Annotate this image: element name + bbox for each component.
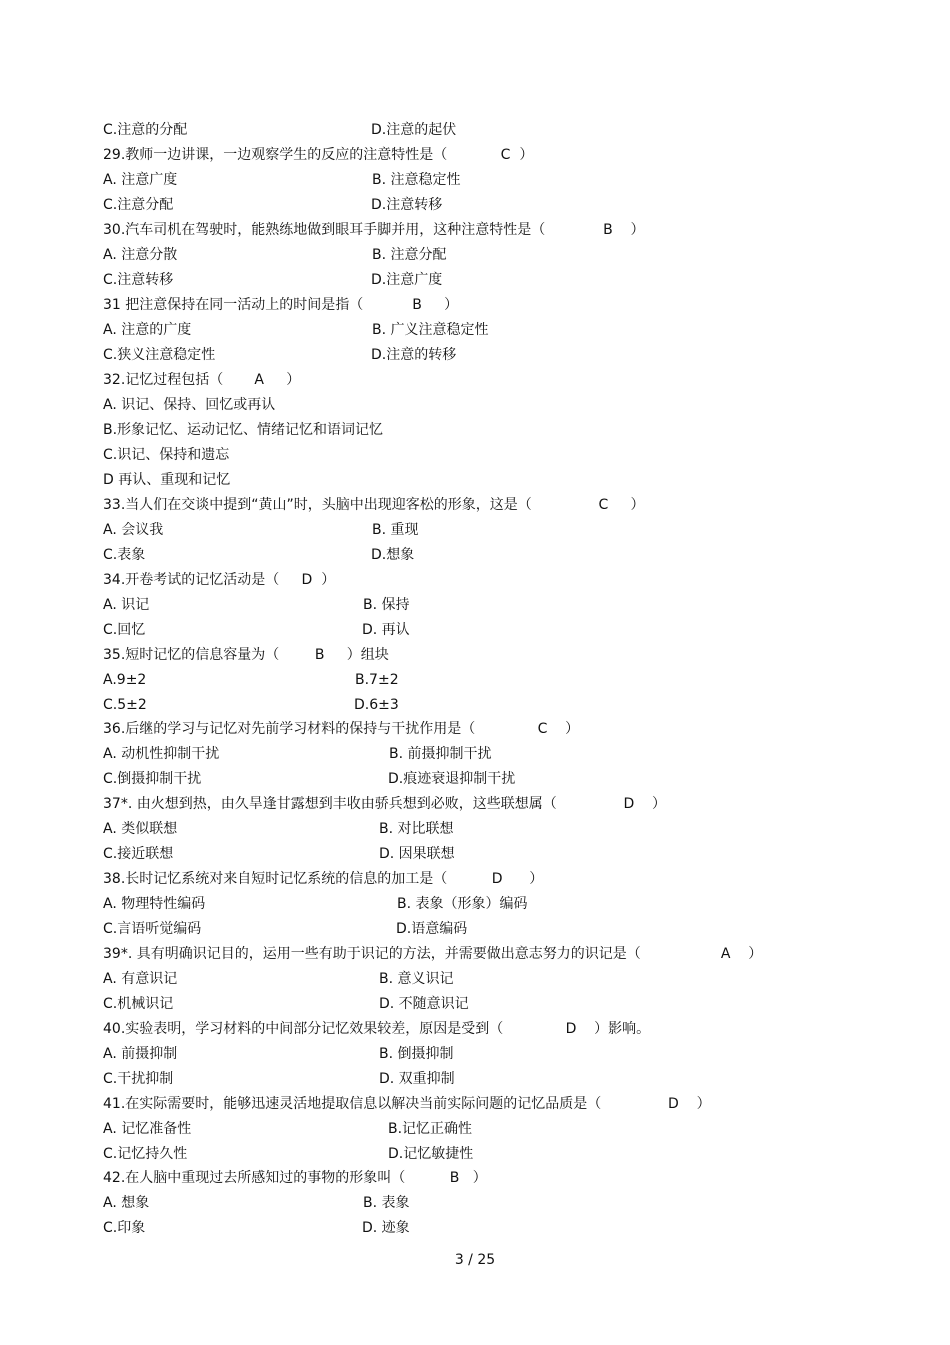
option-text: A. 想象 (103, 1195, 150, 1211)
option-text: C.注意的分配 (103, 122, 188, 138)
option-text: C.记忆持久性 (103, 1146, 188, 1162)
option-text: A. 动机性抑制干扰 (103, 746, 220, 762)
option-text: A. 识记 (103, 597, 150, 613)
option-text: D.记忆敏捷性 (388, 1146, 474, 1162)
option-text: A. 物理特性编码 (103, 896, 206, 912)
question-line: 29.教师一边讲课，一边观察学生的反应的注意特性是（ C ） (103, 147, 534, 163)
question-line: 30.汽车司机在驾驶时，能熟练地做到眼耳手脚并用，这种注意特性是（ B ） (103, 222, 645, 238)
question-line: 32.记忆过程包括（ A ） (103, 372, 301, 388)
option-text: B. 意义识记 (379, 971, 454, 987)
option-text: D. 再认 (362, 622, 410, 638)
option-text: D. 因果联想 (379, 846, 455, 862)
option-text: B. 倒摄抑制 (379, 1046, 454, 1062)
option-text: A. 注意的广度 (103, 322, 192, 338)
option-text: C.接近联想 (103, 846, 174, 862)
question-line: 34.开卷考试的记忆活动是（ D ） (103, 572, 336, 588)
option-text: C.注意分配 (103, 197, 174, 213)
question-line: 42.在人脑中重现过去所感知过的事物的形象叫（ B ） (103, 1170, 487, 1186)
option-text: C.印象 (103, 1220, 146, 1236)
option-text: B. 对比联想 (379, 821, 454, 837)
option-text: B.形象记忆、运动记忆、情绪记忆和语词记忆 (103, 422, 384, 438)
option-text: A. 类似联想 (103, 821, 178, 837)
option-text: C.倒摄抑制干扰 (103, 771, 202, 787)
option-text: D. 迹象 (362, 1220, 410, 1236)
option-text: C.识记、保持和遗忘 (103, 447, 230, 463)
option-text: D.注意转移 (371, 197, 443, 213)
option-text: B. 注意稳定性 (372, 172, 461, 188)
question-line: 31 把注意保持在同一活动上的时间是指（ B ） (103, 297, 459, 313)
question-line: 41.在实际需要时，能够迅速灵活地提取信息以解决当前实际问题的记忆品质是（ D ） (103, 1096, 711, 1112)
option-text: D.注意的转移 (371, 347, 457, 363)
option-text: C.回忆 (103, 622, 146, 638)
option-text: D.注意的起伏 (371, 122, 457, 138)
option-text: B. 广义注意稳定性 (372, 322, 489, 338)
option-text: D 再认、重现和记忆 (103, 472, 231, 488)
option-text: A. 前摄抑制 (103, 1046, 178, 1062)
option-text: A. 识记、保持、回忆或再认 (103, 397, 276, 413)
question-line: 37*. 由火想到热，由久旱逢甘露想到丰收由骄兵想到必败，这些联想属（ D ） (103, 796, 667, 812)
option-text: C.机械识记 (103, 996, 174, 1012)
option-text: A. 会议我 (103, 522, 164, 538)
question-line: 39*. 具有明确识记目的，运用一些有助于识记的方法，并需要做出意志努力的识记是（ A ） (103, 946, 763, 962)
question-line: 33.当人们在交谈中提到“黄山”时，头脑中出现迎客松的形象，这是（ C ） (103, 497, 645, 513)
option-text: D.6±3 (354, 697, 399, 713)
option-text: B. 前摄抑制干扰 (389, 746, 492, 762)
option-text: A. 注意分散 (103, 247, 178, 263)
question-line: 40.实验表明，学习材料的中间部分记忆效果较差，原因是受到（ D ）影响。 (103, 1021, 651, 1037)
option-text: B.记忆正确性 (388, 1121, 473, 1137)
option-text: A. 记忆准备性 (103, 1121, 192, 1137)
question-line: 36.后继的学习与记忆对先前学习材料的保持与干扰作用是（ C ） (103, 721, 580, 737)
question-line: 38.长时记忆系统对来自短时记忆系统的信息的加工是（ D ） (103, 871, 544, 887)
option-text: C.注意转移 (103, 272, 174, 288)
question-line: 35.短时记忆的信息容量为（ B ）组块 (103, 647, 389, 663)
option-text: C.干扰抑制 (103, 1071, 174, 1087)
option-text: C.表象 (103, 547, 146, 563)
option-text: C.言语听觉编码 (103, 921, 202, 937)
page-number: 3 / 25 (454, 1252, 496, 1268)
option-text: A. 有意识记 (103, 971, 178, 987)
option-text: B.7±2 (355, 672, 399, 688)
option-text: B. 表象 (363, 1195, 410, 1211)
option-text: D.想象 (371, 547, 415, 563)
option-text: A. 注意广度 (103, 172, 178, 188)
option-text: D.注意广度 (371, 272, 443, 288)
option-text: B. 注意分配 (372, 247, 447, 263)
option-text: D. 不随意识记 (379, 996, 469, 1012)
option-text: C.5±2 (103, 697, 147, 713)
option-text: D.痕迹衰退抑制干扰 (388, 771, 516, 787)
option-text: B. 重现 (372, 522, 419, 538)
option-text: A.9±2 (103, 672, 147, 688)
option-text: B. 表象（形象）编码 (397, 896, 528, 912)
option-text: D.语意编码 (396, 921, 468, 937)
option-text: B. 保持 (363, 597, 410, 613)
option-text: C.狭义注意稳定性 (103, 347, 216, 363)
option-text: D. 双重抑制 (379, 1071, 455, 1087)
